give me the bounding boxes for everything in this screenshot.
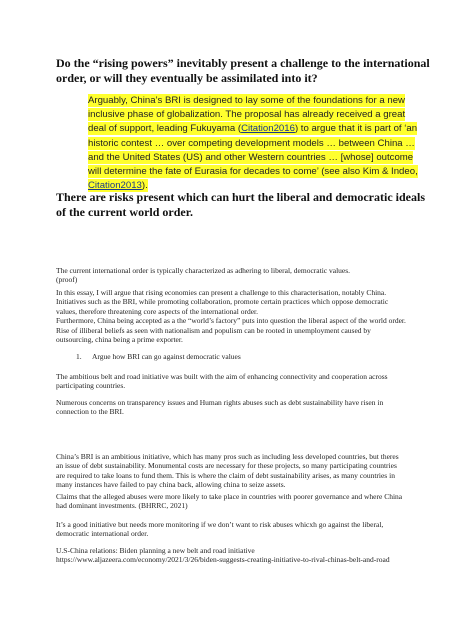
- paragraph-intro: [56, 266, 406, 285]
- highlighted-quote: [88, 94, 424, 193]
- question-heading: Do the “rising powers” inevitably present a challenge to the international order, or will they eventually be assimilated into it?: [56, 56, 430, 85]
- paragraph-intro-line-2: (proof): [56, 275, 78, 285]
- quote-text-1: Arguably, China’s BRI is designed to lay some of the foundations for a new inclusive phase of globalization. The proposal has already received a great deal of support, leading Fukuyama (: [88, 95, 406, 135]
- paragraph-alleged-abuses: Claims that the alleged abuses were more likely to take place in countries with poorer governance and where China had dominant investments. (BHRRC, 2021): [56, 492, 403, 511]
- paragraph-thesis: [56, 288, 406, 344]
- paragraph-debt-sustainability: China’s BRI is an ambitious initiative, which has many pros such as including less developed countries, but theres an issue of debt sustainability. Monumental costs are necessary for these projects, so many participating countries are required to take loans to fund them. This is where the claim of debt sustainability arises, as many countries in many instances have failed to pay china back, allowing china to seize assets.: [56, 452, 399, 490]
- paragraph-intro-line-1: The current international order is typically characterized as adhering to liberal, democratic values.: [56, 266, 351, 275]
- paragraph-thesis-line-2: Furthermore, China being accepted as a the “world’s factory” puts into question the liberal aspect of the world order. Rise of illiberal beliefs as seen with nationalism and populism can be rooted in unemployment caused by outsourcing, china being a prime exporter.: [56, 316, 406, 345]
- reference-title: U.S-China relations: Biden planning a new belt and road initiative: [56, 546, 255, 555]
- paragraph-bri-aim: The ambitious belt and road initiative was built with the aim of enhancing connectivity and cooperation across participating countries.: [56, 372, 388, 391]
- citation-link-fukuyama[interactable]: Citation2016: [241, 123, 295, 135]
- quote-text-3: ).: [141, 180, 148, 192]
- risk-heading: There are risks present which can hurt the liberal and democratic ideals of the current world order.: [56, 190, 425, 219]
- reference: [56, 546, 416, 565]
- paragraph-thesis-line-1: In this essay, I will argue that rising economies can present a challenge to this characterisation, notably China. Initiatives such as the BRI, while promoting collaboration, promote certain practices which oppose democratic values, therefore threatening core aspects of the international order.: [56, 288, 389, 316]
- citation-link-kim-indeo[interactable]: Citation2013: [88, 180, 142, 192]
- quote-text-2: ) to argue that it is part of ‘an historic contest … over competing development models … between China … and the United States (US) and other Western countries … [whose] outcome will determine the fate of Eurasia for decades to come’ (see also Kim & Indeo,: [88, 123, 418, 178]
- reference-url[interactable]: https://www.aljazeera.com/economy/2021/3/26/biden-suggests-creating-initiative-to-rival-chinas-belt-and-road: [56, 555, 390, 565]
- paragraph-monitoring: It’s a good initiative but needs more monitoring if we don’t want to risk abuses whicxh go against the liberal, democratic international order.: [56, 520, 384, 539]
- list-item-number: 1.: [76, 352, 82, 361]
- list-item-text: Argue how BRI can go against democratic values: [92, 352, 241, 361]
- list-item: [76, 352, 396, 361]
- paragraph-bri-concerns: Numerous concerns on transparency issues and Human rights abuses such as debt sustainability have risen in connection to the BRI.: [56, 398, 384, 417]
